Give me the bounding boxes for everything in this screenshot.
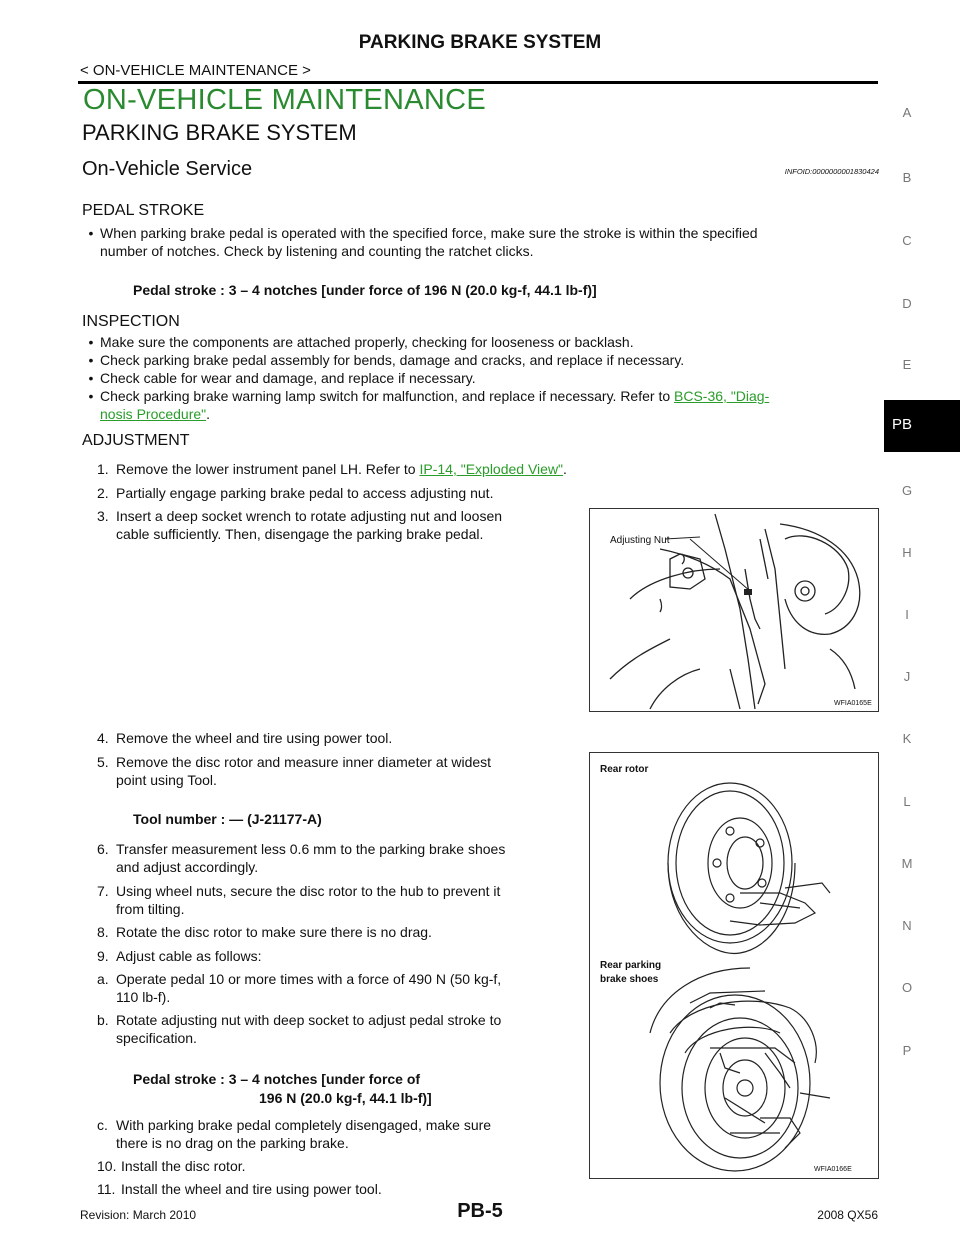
tab-n[interactable]: N	[902, 918, 912, 933]
service-heading: On-Vehicle Service	[82, 158, 253, 180]
tab-p[interactable]: P	[902, 1043, 912, 1058]
tab-d[interactable]: D	[902, 296, 912, 311]
figure-code-1: WFIA0165E	[834, 700, 872, 707]
step-8: 8. Rotate the disc rotor to make sure there is no drag.	[97, 924, 432, 940]
brake-shoes-label: brake shoes	[600, 974, 659, 985]
ip-14-link[interactable]: IP-14, "Exploded View"	[419, 461, 564, 477]
list-item: • Check cable for wear and damage, and replace if necessary.	[88, 370, 476, 386]
pedal-stroke-spec: Pedal stroke : 3 – 4 notches [under force of 196 N (20.0 kg-f, 44.1 lb-f)]	[133, 282, 597, 298]
footer-model: 2008 QX56	[817, 1208, 878, 1222]
pedal-stroke-bullet: • When parking brake pedal is operated with the specified force, make sure the stroke is within the specified number of notches. Check by listening and counting the ratchet clicks.	[88, 225, 758, 259]
pedal-stroke-spec-2: Pedal stroke : 3 – 4 notches [under force of 196 N (20.0 kg-f, 44.1 lb-f)]	[133, 1071, 432, 1106]
pedal-assembly-illustration	[590, 509, 878, 711]
footer-revision: Revision: March 2010	[80, 1208, 197, 1222]
rear-parking-label: Rear parking	[600, 960, 662, 971]
rotor-shoes-figure	[589, 752, 879, 1179]
step-9b: b. Rotate adjusting nut with deep socket to adjust pedal stroke to specification.	[97, 1012, 502, 1046]
step-10: 10. Install the disc rotor.	[97, 1158, 246, 1174]
step-2: 2. Partially engage parking brake pedal to access adjusting nut.	[97, 485, 494, 501]
step-5: 5. Remove the disc rotor and measure inner diameter at widest point using Tool.	[97, 754, 492, 788]
adjusting-nut-label: Adjusting Nut	[610, 535, 670, 546]
tab-c[interactable]: C	[902, 233, 912, 248]
tab-h[interactable]: H	[902, 545, 912, 560]
section-heading: PARKING BRAKE SYSTEM	[82, 120, 357, 145]
tab-pb-label: PB	[892, 416, 913, 433]
step-9c: c. With parking brake pedal completely disengaged, make sure there is no drag on the parking brake.	[97, 1117, 492, 1151]
tab-k[interactable]: K	[902, 731, 912, 746]
tab-g[interactable]: G	[901, 483, 913, 498]
tab-pb-active[interactable]	[884, 400, 960, 452]
adjustment-heading: ADJUSTMENT	[82, 432, 190, 449]
tab-m[interactable]: M	[901, 856, 913, 871]
main-heading: ON-VEHICLE MAINTENANCE	[83, 84, 486, 116]
tab-o[interactable]: O	[901, 980, 913, 995]
inspection-list: • Make sure the components are attached properly, checking for looseness or backlash. • Check parking brake pedal assembly for bends, damage and cracks, and replace if necessary. • Check cable for wear and damage, and replace if necessary. • Check parking brake warning lamp switch for malfunction, and replace if necessary. Refer to BCS-36, "Diag- nosis Procedure".	[82, 333, 882, 423]
tab-e[interactable]: E	[902, 357, 912, 372]
step-11: 11. Install the wheel and tire using power tool.	[97, 1181, 382, 1197]
tab-b[interactable]: B	[902, 170, 912, 185]
step-9: 9. Adjust cable as follows:	[97, 948, 262, 964]
footer-page-number: PB-5	[457, 1200, 503, 1222]
rear-rotor-label: Rear rotor	[600, 764, 649, 775]
page-header-subtitle: < ON-VEHICLE MAINTENANCE >	[80, 62, 311, 79]
list-item: • Check parking brake pedal assembly for bends, damage and cracks, and replace if necessary.	[88, 352, 685, 368]
list-item: • Check parking brake warning lamp switch for malfunction, and replace if necessary. Refer to BCS-36, "Diag-	[88, 388, 770, 404]
adjusting-nut-figure	[589, 508, 879, 712]
step-3: 3. Insert a deep socket wrench to rotate adjusting nut and loosen cable sufficiently. Then, disengage the parking brake pedal.	[97, 508, 503, 542]
rotor-shoes-illustration	[590, 753, 878, 1178]
tab-i[interactable]: I	[905, 607, 909, 622]
bcs-36-link-cont[interactable]: nosis Procedure"	[100, 406, 207, 422]
tab-a[interactable]: A	[902, 105, 912, 120]
tab-j[interactable]: J	[903, 669, 911, 684]
inspection-heading: INSPECTION	[82, 313, 180, 330]
figure-code-2: WFIA0166E	[814, 1166, 852, 1173]
step-6: 6. Transfer measurement less 0.6 mm to the parking brake shoes and adjust accordingly.	[97, 841, 506, 875]
tab-l[interactable]: L	[903, 794, 911, 809]
bcs-36-link[interactable]: BCS-36, "Diag-	[674, 388, 770, 404]
step-1: 1. Remove the lower instrument panel LH. Refer to IP-14, "Exploded View".	[97, 461, 567, 477]
tool-number-spec: Tool number : — (J-21177-A)	[133, 811, 322, 827]
list-item: • Make sure the components are attached properly, checking for looseness or backlash.	[88, 334, 634, 350]
page-header-title: PARKING BRAKE SYSTEM	[358, 32, 602, 53]
step-7: 7. Using wheel nuts, secure the disc rotor to the hub to prevent it from tilting.	[97, 883, 501, 917]
step-9a: a. Operate pedal 10 or more times with a force of 490 N (50 kg-f, 110 lb-f).	[97, 971, 502, 1005]
info-id: INFOID:0000000001830424	[784, 167, 879, 176]
pedal-stroke-heading: PEDAL STROKE	[82, 202, 205, 219]
step-4: 4. Remove the wheel and tire using power tool.	[97, 730, 393, 746]
